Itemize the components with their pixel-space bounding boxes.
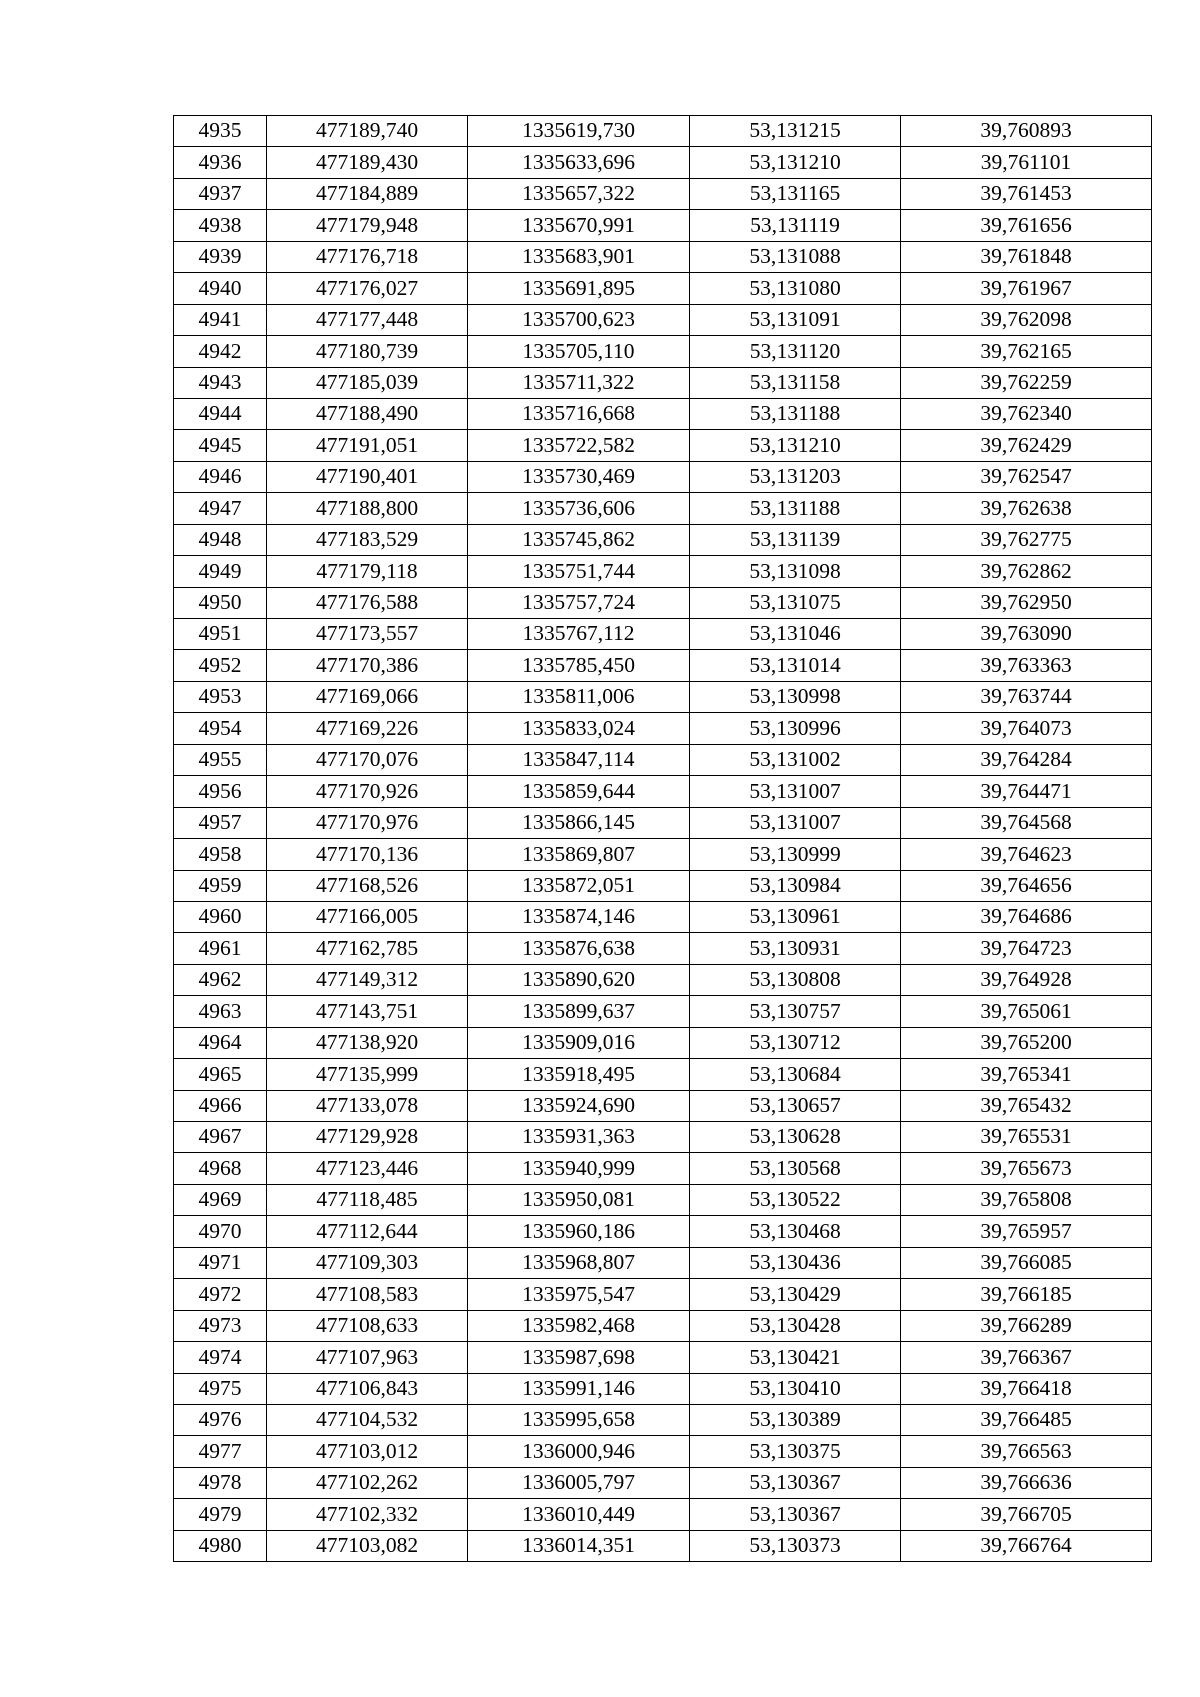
y-coordinate-cell: 1335730,469	[468, 461, 690, 492]
point-number-cell: 4944	[174, 398, 267, 429]
x-coordinate-cell: 477176,718	[267, 241, 468, 272]
table-row	[174, 1027, 1152, 1058]
longitude-cell: 39,765200	[901, 1027, 1152, 1058]
latitude-cell: 53,130657	[690, 1090, 901, 1121]
table-row	[174, 241, 1152, 272]
latitude-cell: 53,130628	[690, 1122, 901, 1153]
x-coordinate-cell: 477185,039	[267, 367, 468, 398]
point-number-cell: 4943	[174, 367, 267, 398]
latitude-cell: 53,131098	[690, 556, 901, 587]
y-coordinate-cell: 1335619,730	[468, 116, 690, 147]
table-row	[174, 367, 1152, 398]
x-coordinate-cell: 477188,490	[267, 398, 468, 429]
table-row	[174, 776, 1152, 807]
longitude-cell: 39,765808	[901, 1184, 1152, 1215]
table-row	[174, 147, 1152, 178]
latitude-cell: 53,130999	[690, 839, 901, 870]
y-coordinate-cell: 1335995,658	[468, 1404, 690, 1435]
table-row	[174, 1216, 1152, 1247]
point-number-cell: 4965	[174, 1059, 267, 1090]
point-number-cell: 4960	[174, 901, 267, 932]
x-coordinate-cell: 477170,076	[267, 744, 468, 775]
x-coordinate-cell: 477107,963	[267, 1342, 468, 1373]
table-row	[174, 1122, 1152, 1153]
latitude-cell: 53,131158	[690, 367, 901, 398]
longitude-cell: 39,760893	[901, 116, 1152, 147]
y-coordinate-cell: 1335751,744	[468, 556, 690, 587]
x-coordinate-cell: 477103,082	[267, 1530, 468, 1561]
longitude-cell: 39,764656	[901, 870, 1152, 901]
longitude-cell: 39,764284	[901, 744, 1152, 775]
x-coordinate-cell: 477112,644	[267, 1216, 468, 1247]
y-coordinate-cell: 1335975,547	[468, 1279, 690, 1310]
longitude-cell: 39,761656	[901, 210, 1152, 241]
x-coordinate-cell: 477166,005	[267, 901, 468, 932]
table-row	[174, 587, 1152, 618]
x-coordinate-cell: 477189,430	[267, 147, 468, 178]
latitude-cell: 53,131002	[690, 744, 901, 775]
longitude-cell: 39,766185	[901, 1279, 1152, 1310]
longitude-cell: 39,762098	[901, 304, 1152, 335]
longitude-cell: 39,764623	[901, 839, 1152, 870]
longitude-cell: 39,762259	[901, 367, 1152, 398]
point-number-cell: 4946	[174, 461, 267, 492]
y-coordinate-cell: 1335940,999	[468, 1153, 690, 1184]
longitude-cell: 39,762340	[901, 398, 1152, 429]
x-coordinate-cell: 477133,078	[267, 1090, 468, 1121]
x-coordinate-cell: 477188,800	[267, 493, 468, 524]
longitude-cell: 39,764073	[901, 713, 1152, 744]
point-number-cell: 4976	[174, 1404, 267, 1435]
y-coordinate-cell: 1335968,807	[468, 1247, 690, 1278]
x-coordinate-cell: 477169,226	[267, 713, 468, 744]
table-row	[174, 650, 1152, 681]
table-row	[174, 619, 1152, 650]
table-row	[174, 1436, 1152, 1467]
x-coordinate-cell: 477173,557	[267, 619, 468, 650]
table-row	[174, 524, 1152, 555]
table-row	[174, 744, 1152, 775]
x-coordinate-cell: 477149,312	[267, 964, 468, 995]
table-row	[174, 1279, 1152, 1310]
point-number-cell: 4942	[174, 336, 267, 367]
table-row	[174, 1090, 1152, 1121]
latitude-cell: 53,130367	[690, 1467, 901, 1498]
x-coordinate-cell: 477170,926	[267, 776, 468, 807]
point-number-cell: 4973	[174, 1310, 267, 1341]
y-coordinate-cell: 1336005,797	[468, 1467, 690, 1498]
x-coordinate-cell: 477169,066	[267, 681, 468, 712]
latitude-cell: 53,131046	[690, 619, 901, 650]
table-row	[174, 713, 1152, 744]
latitude-cell: 53,131119	[690, 210, 901, 241]
latitude-cell: 53,131120	[690, 336, 901, 367]
y-coordinate-cell: 1335987,698	[468, 1342, 690, 1373]
longitude-cell: 39,762775	[901, 524, 1152, 555]
point-number-cell: 4962	[174, 964, 267, 995]
latitude-cell: 53,130373	[690, 1530, 901, 1561]
y-coordinate-cell: 1335657,322	[468, 178, 690, 209]
y-coordinate-cell: 1336014,351	[468, 1530, 690, 1561]
longitude-cell: 39,766418	[901, 1373, 1152, 1404]
y-coordinate-cell: 1336010,449	[468, 1499, 690, 1530]
x-coordinate-cell: 477123,446	[267, 1153, 468, 1184]
table-row	[174, 1153, 1152, 1184]
table-row	[174, 461, 1152, 492]
table-row	[174, 1499, 1152, 1530]
y-coordinate-cell: 1335909,016	[468, 1027, 690, 1058]
point-number-cell: 4980	[174, 1530, 267, 1561]
longitude-cell: 39,762950	[901, 587, 1152, 618]
y-coordinate-cell: 1335982,468	[468, 1310, 690, 1341]
y-coordinate-cell: 1335847,114	[468, 744, 690, 775]
latitude-cell: 53,130684	[690, 1059, 901, 1090]
point-number-cell: 4970	[174, 1216, 267, 1247]
longitude-cell: 39,766289	[901, 1310, 1152, 1341]
latitude-cell: 53,131210	[690, 430, 901, 461]
y-coordinate-cell: 1335859,644	[468, 776, 690, 807]
point-number-cell: 4954	[174, 713, 267, 744]
y-coordinate-cell: 1335960,186	[468, 1216, 690, 1247]
point-number-cell: 4948	[174, 524, 267, 555]
x-coordinate-cell: 477176,027	[267, 273, 468, 304]
latitude-cell: 53,130410	[690, 1373, 901, 1404]
x-coordinate-cell: 477191,051	[267, 430, 468, 461]
point-number-cell: 4969	[174, 1184, 267, 1215]
table-row	[174, 304, 1152, 335]
y-coordinate-cell: 1335869,807	[468, 839, 690, 870]
point-number-cell: 4979	[174, 1499, 267, 1530]
x-coordinate-cell: 477179,118	[267, 556, 468, 587]
longitude-cell: 39,766764	[901, 1530, 1152, 1561]
point-number-cell: 4936	[174, 147, 267, 178]
x-coordinate-cell: 477108,583	[267, 1279, 468, 1310]
point-number-cell: 4938	[174, 210, 267, 241]
table-row	[174, 1530, 1152, 1561]
x-coordinate-cell: 477118,485	[267, 1184, 468, 1215]
y-coordinate-cell: 1335872,051	[468, 870, 690, 901]
table-row	[174, 933, 1152, 964]
latitude-cell: 53,131007	[690, 807, 901, 838]
latitude-cell: 53,131139	[690, 524, 901, 555]
latitude-cell: 53,130421	[690, 1342, 901, 1373]
x-coordinate-cell: 477168,526	[267, 870, 468, 901]
y-coordinate-cell: 1335757,724	[468, 587, 690, 618]
y-coordinate-cell: 1335833,024	[468, 713, 690, 744]
y-coordinate-cell: 1335700,623	[468, 304, 690, 335]
latitude-cell: 53,131080	[690, 273, 901, 304]
longitude-cell: 39,761453	[901, 178, 1152, 209]
point-number-cell: 4978	[174, 1467, 267, 1498]
latitude-cell: 53,130757	[690, 996, 901, 1027]
latitude-cell: 53,130436	[690, 1247, 901, 1278]
longitude-cell: 39,763090	[901, 619, 1152, 650]
y-coordinate-cell: 1335670,991	[468, 210, 690, 241]
table-row	[174, 964, 1152, 995]
latitude-cell: 53,131007	[690, 776, 901, 807]
y-coordinate-cell: 1335767,112	[468, 619, 690, 650]
point-number-cell: 4964	[174, 1027, 267, 1058]
longitude-cell: 39,762429	[901, 430, 1152, 461]
longitude-cell: 39,765957	[901, 1216, 1152, 1247]
latitude-cell: 53,130712	[690, 1027, 901, 1058]
x-coordinate-cell: 477138,920	[267, 1027, 468, 1058]
latitude-cell: 53,130568	[690, 1153, 901, 1184]
y-coordinate-cell: 1335874,146	[468, 901, 690, 932]
point-number-cell: 4949	[174, 556, 267, 587]
x-coordinate-cell: 477176,588	[267, 587, 468, 618]
table-row	[174, 178, 1152, 209]
latitude-cell: 53,131188	[690, 493, 901, 524]
table-row	[174, 336, 1152, 367]
longitude-cell: 39,761848	[901, 241, 1152, 272]
x-coordinate-cell: 477170,136	[267, 839, 468, 870]
table-row	[174, 996, 1152, 1027]
longitude-cell: 39,766705	[901, 1499, 1152, 1530]
point-number-cell: 4963	[174, 996, 267, 1027]
latitude-cell: 53,130961	[690, 901, 901, 932]
latitude-cell: 53,131203	[690, 461, 901, 492]
longitude-cell: 39,764568	[901, 807, 1152, 838]
latitude-cell: 53,131165	[690, 178, 901, 209]
point-number-cell: 4940	[174, 273, 267, 304]
x-coordinate-cell: 477104,532	[267, 1404, 468, 1435]
x-coordinate-cell: 477184,889	[267, 178, 468, 209]
point-number-cell: 4958	[174, 839, 267, 870]
point-number-cell: 4950	[174, 587, 267, 618]
y-coordinate-cell: 1335890,620	[468, 964, 690, 995]
table-row	[174, 681, 1152, 712]
table-row	[174, 273, 1152, 304]
y-coordinate-cell: 1335811,006	[468, 681, 690, 712]
y-coordinate-cell: 1336000,946	[468, 1436, 690, 1467]
point-number-cell: 4957	[174, 807, 267, 838]
x-coordinate-cell: 477108,633	[267, 1310, 468, 1341]
latitude-cell: 53,131215	[690, 116, 901, 147]
y-coordinate-cell: 1335716,668	[468, 398, 690, 429]
table-row	[174, 807, 1152, 838]
table-row	[174, 870, 1152, 901]
y-coordinate-cell: 1335705,110	[468, 336, 690, 367]
y-coordinate-cell: 1335950,081	[468, 1184, 690, 1215]
point-number-cell: 4955	[174, 744, 267, 775]
point-number-cell: 4935	[174, 116, 267, 147]
latitude-cell: 53,130984	[690, 870, 901, 901]
y-coordinate-cell: 1335918,495	[468, 1059, 690, 1090]
point-number-cell: 4974	[174, 1342, 267, 1373]
latitude-cell: 53,130428	[690, 1310, 901, 1341]
y-coordinate-cell: 1335691,895	[468, 273, 690, 304]
longitude-cell: 39,766485	[901, 1404, 1152, 1435]
x-coordinate-cell: 477177,448	[267, 304, 468, 335]
x-coordinate-cell: 477143,751	[267, 996, 468, 1027]
table-row	[174, 901, 1152, 932]
point-number-cell: 4975	[174, 1373, 267, 1404]
y-coordinate-cell: 1335924,690	[468, 1090, 690, 1121]
longitude-cell: 39,764928	[901, 964, 1152, 995]
latitude-cell: 53,131014	[690, 650, 901, 681]
table-row	[174, 1247, 1152, 1278]
coordinates-table-body	[174, 116, 1152, 1562]
latitude-cell: 53,131091	[690, 304, 901, 335]
y-coordinate-cell: 1335633,696	[468, 147, 690, 178]
longitude-cell: 39,766636	[901, 1467, 1152, 1498]
point-number-cell: 4939	[174, 241, 267, 272]
longitude-cell: 39,765673	[901, 1153, 1152, 1184]
table-row	[174, 1184, 1152, 1215]
y-coordinate-cell: 1335899,637	[468, 996, 690, 1027]
y-coordinate-cell: 1335931,363	[468, 1122, 690, 1153]
point-number-cell: 4947	[174, 493, 267, 524]
table-row	[174, 1342, 1152, 1373]
point-number-cell: 4977	[174, 1436, 267, 1467]
table-row	[174, 430, 1152, 461]
longitude-cell: 39,765061	[901, 996, 1152, 1027]
point-number-cell: 4952	[174, 650, 267, 681]
point-number-cell: 4951	[174, 619, 267, 650]
latitude-cell: 53,131210	[690, 147, 901, 178]
longitude-cell: 39,765531	[901, 1122, 1152, 1153]
table-row	[174, 493, 1152, 524]
longitude-cell: 39,762862	[901, 556, 1152, 587]
x-coordinate-cell: 477109,303	[267, 1247, 468, 1278]
latitude-cell: 53,130429	[690, 1279, 901, 1310]
latitude-cell: 53,130375	[690, 1436, 901, 1467]
point-number-cell: 4956	[174, 776, 267, 807]
longitude-cell: 39,766367	[901, 1342, 1152, 1373]
table-row	[174, 1310, 1152, 1341]
longitude-cell: 39,765341	[901, 1059, 1152, 1090]
point-number-cell: 4972	[174, 1279, 267, 1310]
latitude-cell: 53,130389	[690, 1404, 901, 1435]
table-row	[174, 1059, 1152, 1090]
longitude-cell: 39,765432	[901, 1090, 1152, 1121]
latitude-cell: 53,130808	[690, 964, 901, 995]
table-row	[174, 556, 1152, 587]
x-coordinate-cell: 477170,386	[267, 650, 468, 681]
x-coordinate-cell: 477183,529	[267, 524, 468, 555]
longitude-cell: 39,761101	[901, 147, 1152, 178]
latitude-cell: 53,131075	[690, 587, 901, 618]
y-coordinate-cell: 1335876,638	[468, 933, 690, 964]
point-number-cell: 4966	[174, 1090, 267, 1121]
longitude-cell: 39,764723	[901, 933, 1152, 964]
table-row	[174, 398, 1152, 429]
latitude-cell: 53,130367	[690, 1499, 901, 1530]
point-number-cell: 4961	[174, 933, 267, 964]
x-coordinate-cell: 477129,928	[267, 1122, 468, 1153]
x-coordinate-cell: 477189,740	[267, 116, 468, 147]
x-coordinate-cell: 477103,012	[267, 1436, 468, 1467]
latitude-cell: 53,130931	[690, 933, 901, 964]
latitude-cell: 53,130996	[690, 713, 901, 744]
y-coordinate-cell: 1335866,145	[468, 807, 690, 838]
point-number-cell: 4941	[174, 304, 267, 335]
longitude-cell: 39,762547	[901, 461, 1152, 492]
x-coordinate-cell: 477102,332	[267, 1499, 468, 1530]
point-number-cell: 4953	[174, 681, 267, 712]
longitude-cell: 39,766085	[901, 1247, 1152, 1278]
table-row	[174, 1404, 1152, 1435]
x-coordinate-cell: 477106,843	[267, 1373, 468, 1404]
point-number-cell: 4968	[174, 1153, 267, 1184]
table-row	[174, 116, 1152, 147]
latitude-cell: 53,130998	[690, 681, 901, 712]
x-coordinate-cell: 477180,739	[267, 336, 468, 367]
point-number-cell: 4959	[174, 870, 267, 901]
y-coordinate-cell: 1335785,450	[468, 650, 690, 681]
y-coordinate-cell: 1335736,606	[468, 493, 690, 524]
y-coordinate-cell: 1335991,146	[468, 1373, 690, 1404]
longitude-cell: 39,762165	[901, 336, 1152, 367]
y-coordinate-cell: 1335722,582	[468, 430, 690, 461]
latitude-cell: 53,130522	[690, 1184, 901, 1215]
longitude-cell: 39,762638	[901, 493, 1152, 524]
x-coordinate-cell: 477190,401	[267, 461, 468, 492]
y-coordinate-cell: 1335683,901	[468, 241, 690, 272]
x-coordinate-cell: 477102,262	[267, 1467, 468, 1498]
y-coordinate-cell: 1335711,322	[468, 367, 690, 398]
latitude-cell: 53,131188	[690, 398, 901, 429]
longitude-cell: 39,764686	[901, 901, 1152, 932]
point-number-cell: 4937	[174, 178, 267, 209]
table-row	[174, 1467, 1152, 1498]
longitude-cell: 39,761967	[901, 273, 1152, 304]
latitude-cell: 53,131088	[690, 241, 901, 272]
x-coordinate-cell: 477162,785	[267, 933, 468, 964]
longitude-cell: 39,763744	[901, 681, 1152, 712]
longitude-cell: 39,763363	[901, 650, 1152, 681]
point-number-cell: 4945	[174, 430, 267, 461]
latitude-cell: 53,130468	[690, 1216, 901, 1247]
table-row	[174, 1373, 1152, 1404]
point-number-cell: 4967	[174, 1122, 267, 1153]
longitude-cell: 39,764471	[901, 776, 1152, 807]
point-number-cell: 4971	[174, 1247, 267, 1278]
coordinates-table	[173, 115, 1152, 1562]
x-coordinate-cell: 477179,948	[267, 210, 468, 241]
table-row	[174, 210, 1152, 241]
x-coordinate-cell: 477170,976	[267, 807, 468, 838]
table-row	[174, 839, 1152, 870]
longitude-cell: 39,766563	[901, 1436, 1152, 1467]
y-coordinate-cell: 1335745,862	[468, 524, 690, 555]
x-coordinate-cell: 477135,999	[267, 1059, 468, 1090]
